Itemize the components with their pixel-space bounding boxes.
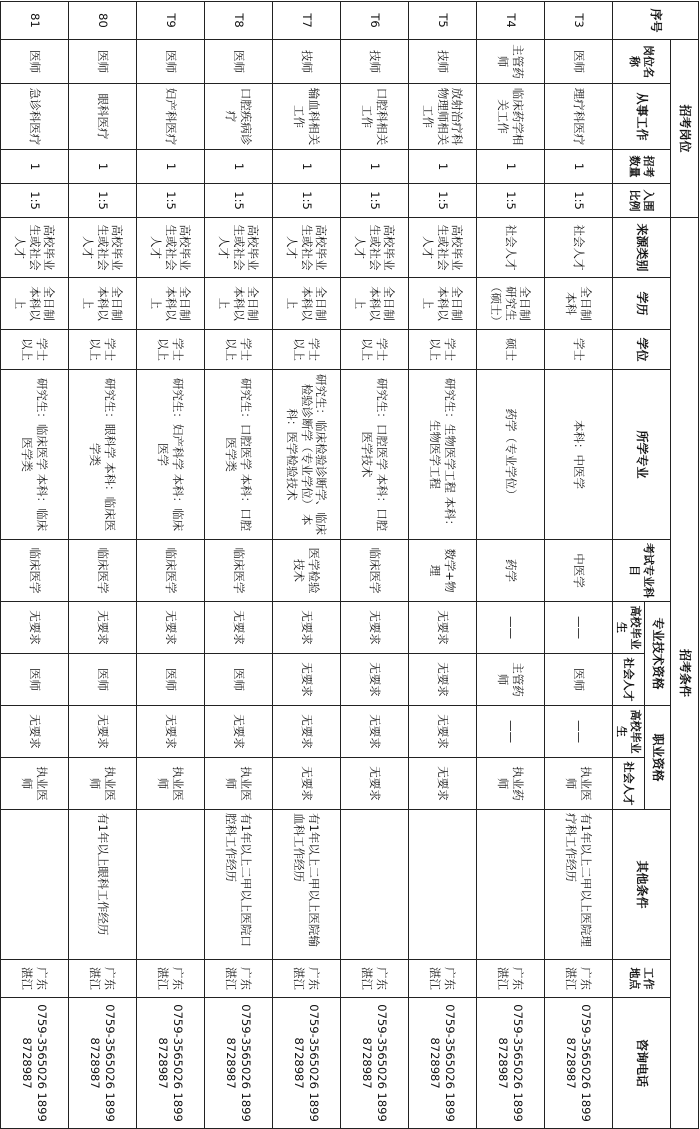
cell-prac-graduate: 无要求 [69,706,137,758]
cell-other [409,810,477,960]
cell-post: 技师 [409,40,477,84]
cell-source: 高校毕业生或社会人才 [273,218,341,278]
cell-prac-social: 无要求 [409,758,477,810]
cell-seq: T5 [409,2,477,40]
cell-other: 有1年以上眼科工作经历 [69,810,137,960]
recruitment-table [0,1,699,1129]
cell-tech-social: 无要求 [273,654,341,706]
table-row [1,2,69,1129]
cell-count: 1 [137,150,205,184]
cell-phone: 0759-3565026 18998728987 [69,998,137,1129]
cell-prac-graduate: —— [545,706,613,758]
header-ratio: 入围比例 [613,184,671,218]
cell-tech-graduate: —— [477,602,545,654]
cell-major: 研究生：临床检验诊断学、临床检验诊断学（专业学位） 本科：医学检验技术 [273,370,341,540]
cell-work: 口腔疾病诊疗 [205,84,273,150]
cell-post: 技师 [273,40,341,84]
cell-location: 广东湛江 [545,960,613,998]
cell-other [341,810,409,960]
header-work: 从事工作 [613,84,671,150]
cell-prac-social: 执业医师 [137,758,205,810]
cell-source: 高校毕业生或社会人才 [1,218,69,278]
cell-tech-graduate: —— [545,602,613,654]
cell-education: 全日制本科以上 [69,278,137,330]
cell-tech-social: 医师 [137,654,205,706]
header-tech-qualification: 专业技术资格 [645,602,671,706]
cell-seq: 80 [69,2,137,40]
cell-exam-subject: 临床医学 [341,540,409,602]
cell-major: 本科：中医学 [545,370,613,540]
cell-prac-graduate: 无要求 [1,706,69,758]
cell-post: 医师 [1,40,69,84]
header-other: 其他条件 [613,810,671,960]
header-group-post: 招考岗位 [671,40,699,218]
cell-exam-subject: 中医学 [545,540,613,602]
header-group-conditions: 招考条件 [671,218,699,1129]
cell-tech-graduate: 无要求 [205,602,273,654]
cell-exam-subject: 数学+物理 [409,540,477,602]
cell-count: 1 [341,150,409,184]
cell-exam-subject: 临床医学 [137,540,205,602]
cell-source: 高校毕业生或社会人才 [205,218,273,278]
cell-education: 全日制本科以上 [137,278,205,330]
cell-tech-graduate: 无要求 [273,602,341,654]
cell-phone: 0759-3565026 18998728987 [341,998,409,1129]
cell-work: 急诊科医疗 [1,84,69,150]
cell-ratio: 1:5 [1,184,69,218]
cell-tech-social: 医师 [1,654,69,706]
header-major: 所学专业 [613,370,671,540]
cell-degree: 学士以上 [273,330,341,370]
cell-exam-subject: 医学检验技术 [273,540,341,602]
cell-phone: 0759-3565026 18998728987 [137,998,205,1129]
cell-major: 研究生：生物医学工程 本科：生物医学工程 [409,370,477,540]
cell-prac-social: 执业医师 [545,758,613,810]
cell-education: 全日制本科以上 [341,278,409,330]
cell-degree: 学士 [545,330,613,370]
cell-prac-graduate: 无要求 [273,706,341,758]
header-tech-social: 社会人才 [613,654,645,706]
cell-education: 全日制本科以上 [1,278,69,330]
cell-exam-subject: 临床医学 [69,540,137,602]
cell-tech-graduate: 无要求 [341,602,409,654]
header-source: 来源类别 [613,218,671,278]
header-seq: 序号 [613,2,699,40]
cell-phone: 0759-3565026 18998728987 [205,998,273,1129]
cell-ratio: 1:5 [69,184,137,218]
cell-prac-social: 执业药师 [477,758,545,810]
cell-post: 技师 [341,40,409,84]
cell-post: 医师 [205,40,273,84]
cell-work: 眼科医疗 [69,84,137,150]
cell-phone: 0759-3565026 18998728987 [477,998,545,1129]
cell-tech-graduate: 无要求 [137,602,205,654]
cell-location: 广东湛江 [409,960,477,998]
cell-degree: 硕士 [477,330,545,370]
cell-source: 社会人才 [477,218,545,278]
cell-other [1,810,69,960]
cell-prac-social: 执业医师 [205,758,273,810]
header-education: 学历 [613,278,671,330]
table-row [69,2,137,1129]
cell-phone: 0759-3565026 18998728987 [545,998,613,1129]
cell-phone: 0759-3565026 18998728987 [1,998,69,1129]
table-row [273,2,341,1129]
cell-phone: 0759-3565026 18998728987 [273,998,341,1129]
cell-tech-social: 主管药师 [477,654,545,706]
cell-seq: T9 [137,2,205,40]
header-prac-graduate: 高校毕业生 [613,706,645,758]
cell-degree: 学士以上 [205,330,273,370]
cell-location: 广东湛江 [477,960,545,998]
header-location: 工作地点 [613,960,671,998]
cell-other: 有1年以上二甲以上医院输血科工作经历 [273,810,341,960]
cell-major: 药学（专业学位） [477,370,545,540]
cell-major: 研究生：口腔医学 本科：口腔医学技术 [341,370,409,540]
cell-count: 1 [1,150,69,184]
table-row [545,2,613,1129]
table-row [341,2,409,1129]
cell-exam-subject: 临床医学 [1,540,69,602]
cell-major: 研究生：口腔医学 本科：口腔医学类 [205,370,273,540]
cell-count: 1 [477,150,545,184]
cell-other: 有1年以上二甲以上医院口腔科工作经历 [205,810,273,960]
cell-ratio: 1:5 [205,184,273,218]
header-practice-qualification: 职业资格 [645,706,671,810]
cell-ratio: 1:5 [341,184,409,218]
cell-count: 1 [273,150,341,184]
cell-count: 1 [69,150,137,184]
cell-location: 广东湛江 [273,960,341,998]
cell-major: 研究生：临床医学 本科：临床医学类 [1,370,69,540]
cell-count: 1 [205,150,273,184]
cell-count: 1 [409,150,477,184]
table-row [137,2,205,1129]
cell-prac-graduate: 无要求 [205,706,273,758]
cell-location: 广东湛江 [137,960,205,998]
cell-prac-graduate: 无要求 [137,706,205,758]
header-prac-social: 社会人才 [613,758,645,810]
cell-ratio: 1:5 [477,184,545,218]
cell-exam-subject: 临床医学 [205,540,273,602]
cell-tech-social: 无要求 [341,654,409,706]
cell-location: 广东湛江 [69,960,137,998]
cell-prac-social: 无要求 [273,758,341,810]
header-exam-subject: 考试专业科目 [613,540,671,602]
header-phone: 咨询电话 [613,998,671,1129]
cell-seq: T3 [545,2,613,40]
cell-seq: T4 [477,2,545,40]
cell-tech-graduate: 无要求 [409,602,477,654]
cell-post: 医师 [545,40,613,84]
cell-post: 医师 [69,40,137,84]
cell-ratio: 1:5 [545,184,613,218]
cell-prac-social: 执业医师 [69,758,137,810]
cell-degree: 学士以上 [409,330,477,370]
header-tech-graduate: 高校毕业生 [613,602,645,654]
cell-tech-social: 医师 [69,654,137,706]
cell-work: 理疗科医疗 [545,84,613,150]
cell-post: 主管药师 [477,40,545,84]
header-post-name: 岗位名称 [613,40,671,84]
cell-work: 放射治疗科物理师相关工作 [409,84,477,150]
cell-degree: 学士以上 [137,330,205,370]
cell-prac-graduate: —— [477,706,545,758]
cell-seq: T8 [205,2,273,40]
cell-prac-graduate: 无要求 [409,706,477,758]
cell-exam-subject: 药学 [477,540,545,602]
header-degree: 学位 [613,330,671,370]
cell-degree: 学士以上 [69,330,137,370]
cell-source: 社会人才 [545,218,613,278]
cell-ratio: 1:5 [137,184,205,218]
table-row [205,2,273,1129]
cell-source: 高校毕业生或社会人才 [137,218,205,278]
cell-seq: T6 [341,2,409,40]
cell-prac-social: 执业医师 [1,758,69,810]
cell-location: 广东湛江 [341,960,409,998]
cell-education: 全日制本科以上 [273,278,341,330]
cell-source: 高校毕业生或社会人才 [409,218,477,278]
cell-source: 高校毕业生或社会人才 [341,218,409,278]
cell-degree: 学士以上 [1,330,69,370]
cell-other [137,810,205,960]
cell-seq: T7 [273,2,341,40]
cell-prac-social: 无要求 [341,758,409,810]
cell-location: 广东湛江 [205,960,273,998]
cell-source: 高校毕业生或社会人才 [69,218,137,278]
cell-education: 全日制本科以上 [409,278,477,330]
cell-count: 1 [545,150,613,184]
cell-tech-graduate: 无要求 [1,602,69,654]
cell-tech-graduate: 无要求 [69,602,137,654]
table-row [477,2,545,1129]
cell-education: 全日制本科 [545,278,613,330]
cell-seq: 81 [1,2,69,40]
cell-tech-social: 医师 [545,654,613,706]
cell-location: 广东湛江 [1,960,69,998]
cell-major: 研究生：眼科学 本科：临床医学类 [69,370,137,540]
cell-degree: 学士以上 [341,330,409,370]
cell-tech-social: 医师 [205,654,273,706]
cell-phone: 0759-3565026 18998728987 [409,998,477,1129]
cell-other [477,810,545,960]
header-count: 招考数量 [613,150,671,184]
cell-ratio: 1:5 [409,184,477,218]
cell-work: 妇产科医疗 [137,84,205,150]
cell-other: 有1年以上二甲以上医院理疗科工作经历 [545,810,613,960]
cell-major: 研究生：妇产科学 本科：临床医学 [137,370,205,540]
cell-work: 口腔科相关工作 [341,84,409,150]
cell-post: 医师 [137,40,205,84]
cell-tech-social: 无要求 [409,654,477,706]
cell-education: 全日制研究生（硕士） [477,278,545,330]
cell-ratio: 1:5 [273,184,341,218]
table-row [409,2,477,1129]
cell-prac-graduate: 无要求 [341,706,409,758]
cell-work: 临床药学相关工作 [477,84,545,150]
cell-work: 输血科相关工作 [273,84,341,150]
cell-education: 全日制本科以上 [205,278,273,330]
